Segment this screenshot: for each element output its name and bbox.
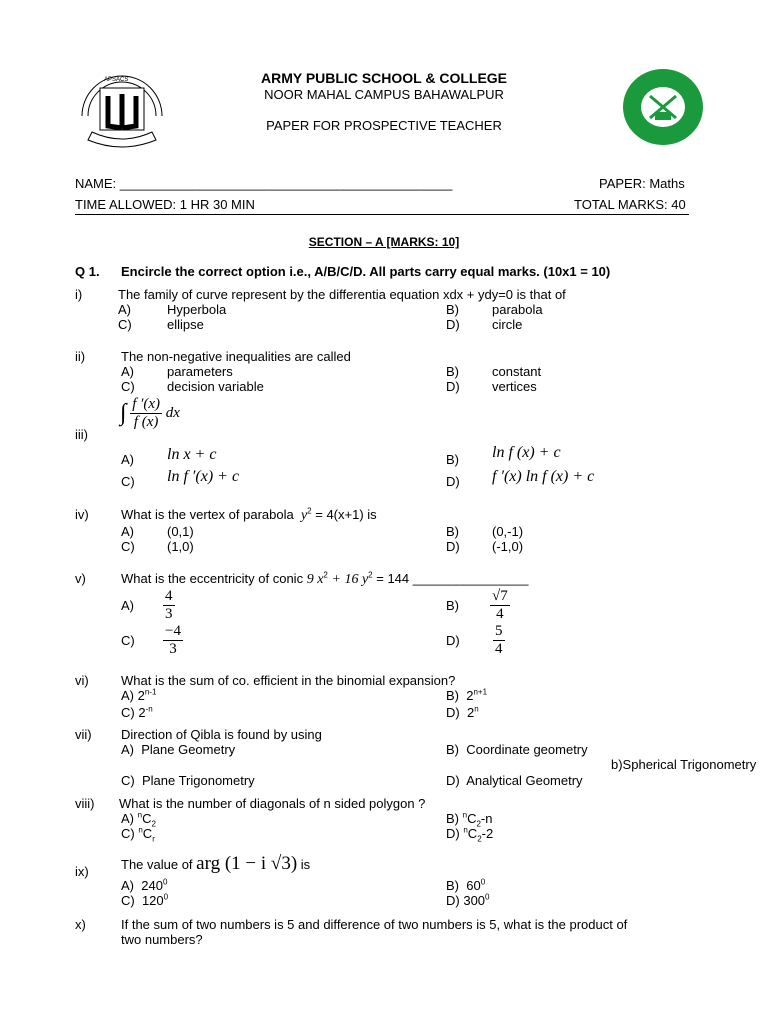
q-text: The value of arg (1 − i √3) is (121, 853, 311, 874)
option-label: B) (446, 302, 459, 317)
option-label: A) (121, 598, 134, 613)
option-label: D) (446, 317, 460, 332)
q-number: v) (75, 571, 86, 586)
q-text: If the sum of two numbers is 5 and difference of two numbers is 5, what is the product of (121, 917, 628, 932)
option-label: B) (446, 598, 459, 613)
q-text-cont: two numbers? (121, 932, 203, 947)
q1-number: Q 1. (75, 264, 100, 279)
total-marks: TOTAL MARKS: 40 (574, 197, 686, 212)
school-name: ARMY PUBLIC SCHOOL & COLLEGE (260, 70, 508, 86)
option-label: A) (121, 524, 134, 539)
option-d: D) $^nC_2-2$ (446, 825, 494, 844)
q-text: Direction of Qibla is found by using (121, 727, 322, 742)
q-number: vi) (75, 673, 89, 688)
q-text: What is the eccentricity of conic 9 $x^2 + 16$ $y^2 = 144$ ________________ (121, 570, 529, 587)
campus-name: NOOR MAHAL CAMPUS BAHAWALPUR (264, 87, 504, 102)
option-label: A) (121, 452, 134, 467)
option-d: $\frac{5}{4}$ (495, 623, 503, 657)
option-a: ln x + c (167, 446, 217, 463)
q-number: vii) (75, 727, 92, 742)
option-label: B) (446, 452, 459, 467)
option-c: (1,0) (167, 539, 194, 554)
option-label: B) (446, 524, 459, 539)
option-c: ln f ′(x) + c (167, 468, 240, 485)
option-d: f ′(x) ln f (x) + c (492, 468, 595, 485)
option-label: D) (446, 379, 460, 394)
option-c: ellipse (167, 317, 204, 332)
option-d: (-1,0) (492, 539, 524, 554)
option-c: $\frac{-4}{3}$ (165, 623, 181, 657)
q-number: ix) (75, 864, 89, 879)
option-c: C) $^nC_r$ (121, 825, 155, 844)
option-b: B) Coordinate geometry (446, 742, 588, 757)
option-d: circle (492, 317, 523, 332)
option-a: A) $240^0$ (121, 877, 168, 893)
option-d: D) $300^0$ (446, 892, 490, 908)
option-label: C) (121, 379, 135, 394)
q1-instruction: Encircle the correct option i.e., A/B/C/D. All parts carry equal marks. (10x1 = 10) (121, 264, 611, 279)
integral-expression: ∫ $\frac{f '(x)}{f (x)}$ dx (120, 396, 180, 430)
paper-for: PAPER FOR PROSPECTIVE TEACHER (266, 118, 502, 133)
apsacs-logo-text: APSACS (104, 77, 129, 83)
q-number: viii) (75, 796, 95, 811)
option-b: ln f (x) + c (492, 444, 561, 461)
q-text: The family of curve represent by the differentia equation xdx + ydy=0 is that of (118, 287, 566, 302)
section-title: SECTION – A [MARKS: 10] (308, 235, 460, 249)
option-c: C) Plane Trigonometry (121, 773, 255, 788)
q-number: ii) (75, 349, 86, 364)
q-number: i) (75, 287, 83, 302)
time-allowed: TIME ALLOWED: 1 HR 30 MIN (75, 197, 255, 212)
divider (75, 214, 689, 215)
q-text: What is the number of diagonals of n sided polygon ? (119, 796, 426, 811)
option-label: D) (446, 539, 460, 554)
q-text: What is the vertex of parabola $y^2 = 4(x+1)$ is (121, 506, 377, 523)
option-label: B) (446, 364, 459, 379)
name-field: NAME: ______________________________________________ (75, 176, 453, 191)
option-d: D) 2$^n$ (446, 704, 479, 720)
option-label: C) (121, 474, 135, 489)
option-b: parabola (492, 302, 543, 317)
option-label: A) (118, 302, 131, 317)
q-text: The non-negative inequalities are called (121, 349, 351, 364)
option-b: constant (492, 364, 542, 379)
q-text: What is the sum of co. efficient in the binomial expansion? (121, 673, 456, 688)
option-d: vertices (492, 379, 537, 394)
option-d: D) Analytical Geometry (446, 773, 583, 788)
option-c: decision variable (167, 379, 264, 394)
option-a: Hyperbola (167, 302, 227, 317)
option-a: (0,1) (167, 524, 194, 539)
option-a: parameters (167, 364, 233, 379)
option-b: B) $60^0$ (446, 877, 486, 893)
option-a: A) $^nC_2$ (121, 810, 156, 829)
option-b-extra: b)Spherical Trigonometry (611, 757, 757, 772)
option-b: (0,-1) (492, 524, 524, 539)
option-label: A) (121, 364, 134, 379)
q-number: iii) (75, 427, 88, 442)
q-number: iv) (75, 507, 89, 522)
option-label: D) (446, 633, 460, 648)
option-c: C) $120^0$ (121, 892, 169, 908)
q-number: x) (75, 917, 86, 932)
option-c: C) $2^{-n}$ (121, 704, 153, 720)
paper-subject: PAPER: Maths (599, 176, 685, 191)
option-a: $\frac{4}{3}$ (165, 588, 173, 622)
option-a: A) 2$^{n-1}$ (121, 687, 157, 703)
option-label: C) (121, 539, 135, 554)
option-b: $\frac{√7}{4}$ (492, 588, 508, 622)
option-b: B) $^nC_2-n$ (446, 810, 493, 829)
option-a: A) Plane Geometry (121, 742, 236, 757)
option-b: B) $2^{n+1}$ (446, 687, 488, 703)
option-label: C) (118, 317, 132, 332)
option-label: C) (121, 633, 135, 648)
option-label: D) (446, 474, 460, 489)
